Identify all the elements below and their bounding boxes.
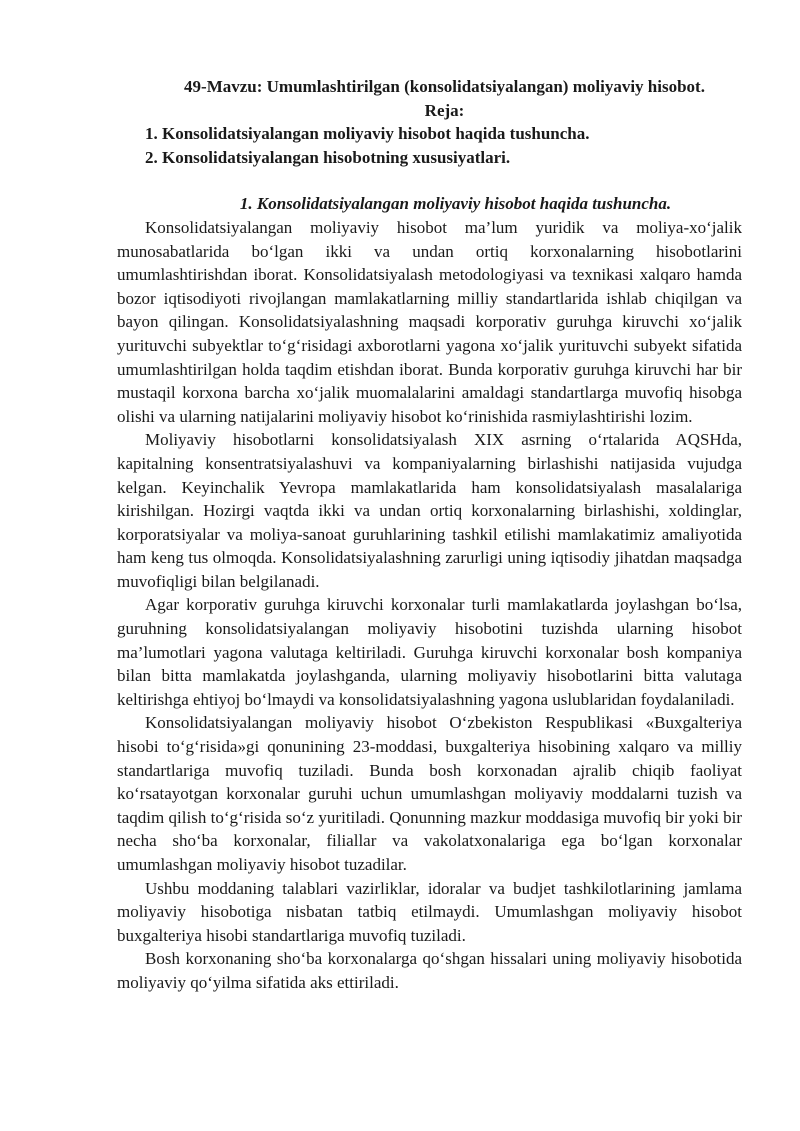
body-paragraph: Konsolidatsiyalangan moliyaviy hisobot ma’lum yuridik va moliya-xo‘jalik munosabatlarida bo‘lgan ikki va undan ortiq korxonalarning hisobotlarini umumlashtirishdan iborat. Konsolidatsiyalash metodologiyasi va texnikasi xalqaro hamda bozor iqtisodiyoti rivojlangan mamlakatlarning milliy standartlarida ishlab chiqilgan va bayon qilingan. Konsolidatsiyalashning maqsadi korporativ guruhga kiruvchi xo‘jalik yurituvchi subyektlar to‘g‘risidagi axborotlarni yagona xo‘jalik yurituvchi subyekt sifatida umumlashtirilgan holda taqdim etishdan iborat. Bunda korporativ guruhga kiruvchi har bir mustaqil korxona barcha xo‘jalik muomalalarini amaldagi standartlarga muvofiq hisobga olishi va ularning natijalarini moliyaviy hisobot ko‘rinishida rasmiylashtirishi lozim. (117, 217, 742, 426)
document-title: 49-Mavzu: Umumlashtirilgan (konsolidatsiyalangan) moliyaviy hisobot. (184, 77, 705, 96)
body-paragraph: Bosh korxonaning sho‘ba korxonalarga qo‘shgan hissalari uning moliyaviy hisobotida moliyaviy qo‘yilma sifatida aks ettiriladi. (117, 949, 742, 992)
body-paragraph: Konsolidatsiyalangan moliyaviy hisobot O‘zbekiston Respublikasi «Buxgalteriya hisobi to‘g‘risida»gi qonunining 23-moddasi, buxgalteriya hisobining xalqaro va milliy standartlariga muvofiq tuziladi. Bunda bosh korxonadan ajralib chiqib faoliyat ko‘rsatayotgan korxonalar guruhi uchun umumlashgan moliyaviy moddalarni tuzish va taqdim qilish to‘g‘risida so‘z yuritiladi. Qonunning mazkur moddasiga muvofiq bir yoki bir necha sho‘ba korxonalar, filiallar va vakolatxonalariga ega bo‘lgan korxonalar umumlashgan moliyaviy hisobot tuzadilar. (117, 713, 742, 874)
document-page (117, 75, 742, 995)
body-paragraph: Ushbu moddaning talablari vazirliklar, idoralar va budjet tashkilotlarining jamlama moliyaviy hisobotiga nisbatan tatbiq etilmaydi. Umumlashgan moliyaviy hisobot buxgalteriya hisobi standartlariga muvofiq tuziladi. (117, 878, 742, 945)
section-heading: 1. Konsolidatsiyalangan moliyaviy hisobot haqida tushuncha. (239, 194, 672, 214)
plan-list (117, 122, 742, 169)
plan-heading: Reja: (424, 100, 465, 120)
body-paragraph: Moliyaviy hisobotlarni konsolidatsiyalash XIX asrning o‘rtalarida AQSHda, kapitalning konsentratsiyalashuvi va kompaniyalarning birlashishi natijasida vujudga kelgan. Keyinchalik Yevropa mamlakatlarida ham konsolidatsiyalash masalalariga kirishilgan. Hozirgi vaqtda ikki va undan ortiq korxonalarning birlashishi, xoldinglar, korporatsiyalar va moliya-sanoat guruhlarining tashkil etilishi mamlakatimiz amaliyotida ham keng tus olmoqda. Konsolidatsiyalashning zarurligi uning iqtisodiy jihatdan maqsadga muvofiqligi bilan belgilanadi. (117, 430, 742, 591)
body-paragraph: Agar korporativ guruhga kiruvchi korxonalar turli mamlakatlarda joylashgan bo‘lsa, guruhning konsolidatsiyalangan moliyaviy hisobotini tuzishda ularning hisobot ma’lumotlari yagona valutaga keltiriladi. Guruhga kiruvchi korxonalar bosh kompaniya bilan bitta mamlakatda joylashganda, ularning moliyaviy hisobotlarini bitta valutaga keltirishga ehtiyoj bo‘lmaydi va konsolidatsiyalashning yagona uslublaridan foydalaniladi. (117, 595, 742, 709)
plan-item: 2. Konsolidatsiyalangan hisobotning xususiyatlari. (145, 147, 511, 167)
plan-item: 1. Konsolidatsiyalangan moliyaviy hisobot haqida tushuncha. (145, 124, 590, 144)
